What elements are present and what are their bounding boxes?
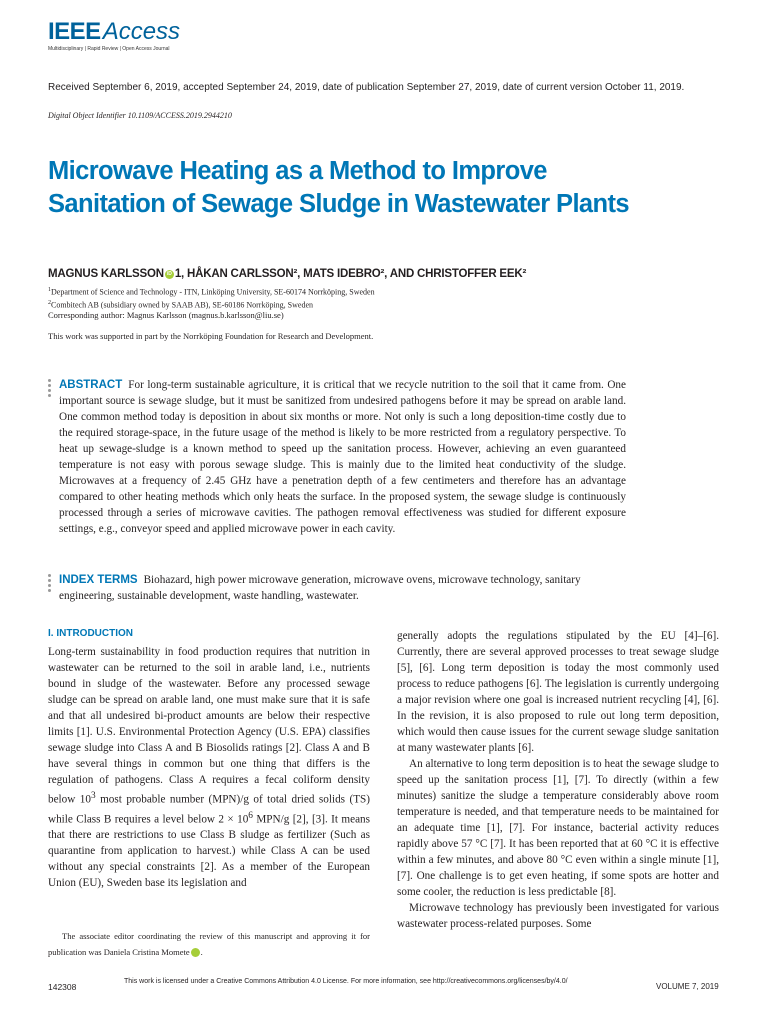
- corresponding-author: Corresponding author: Magnus Karlsson (magnus.b.karlsson@liu.se): [48, 310, 284, 320]
- journal-logo: [48, 20, 180, 52]
- abstract-heading: ABSTRACT: [59, 379, 123, 391]
- volume-label: VOLUME 7, 2019: [656, 982, 719, 991]
- author-list: [48, 268, 728, 280]
- orcid-icon[interactable]: iD: [191, 948, 200, 957]
- logo-access-text: Access: [102, 18, 181, 45]
- editor-footnote: The associate editor coordinating the review of this manuscript and approving it for publication was Daniela Cristina Momete iD.: [48, 931, 370, 957]
- page-number: 142308: [48, 982, 77, 992]
- orcid-icon[interactable]: iD: [165, 270, 174, 279]
- index-terms: [59, 572, 626, 604]
- paragraph: Long-term sustainability in food production requires that nutrition in wastewater can be returned to the soil in arable land, i.e., nutrients bound in sludge of the wastewater. Before any processed sewage sludge can be spread on arable land, one must make sure that it is safe and that all undesired bi-product amounts are below their respective limits [1]. U.S. Environmental Protection Agency (U.S. EPA) classifies sewage sludge into Class A and B Biosolids ratings [2]. Class A and B have several things in common but one thing that differs is the regulation of pathogens. Class A requires a fecal coliform density below $10^3$ most probable number (MPN)/g of total dried solids (TS) while Class B requires a level below $2 \times 10^6$ MPN/g [2], [3]. It means that there are restrictions to use Class B sludge as fertilizer (Such as quarantine from application to harvest.) while Class A can be used without any special constraints [2]. As a member of the European Union (EU), Sweden base its legislation and: [48, 646, 370, 890]
- author-sup: 1: [174, 268, 182, 280]
- logo-tagline: Multidisciplinary | Rapid Review | Open Access Journal: [48, 46, 170, 52]
- author-rest: , HÅKAN CARLSSON², MATS IDEBRO², AND CHRISTOFFER EEK²: [181, 268, 527, 280]
- paper-title: Microwave Heating as a Method to Improve Sanitation of Sewage Sludge in Wastewater Plants: [48, 157, 629, 218]
- author-name: MAGNUS KARLSSON: [48, 268, 164, 280]
- logo-ieee-text: IEEE: [48, 18, 101, 45]
- paragraph: generally adopts the regulations stipulated by the EU [4]–[6]. Currently, there are several approved processes to treat sewage sludge [5], [6]. Long term deposition is today the most commonly used process to reduce pathogens [6]. The legislation is currently undergoing a major revision where one goal is increased nutrient recycling [4], [6]. In the revision, it is also proposed to rule out long term deposition, which would then cause issues for the current sewage sludge sanitation at many wastewater plants [6].: [397, 630, 719, 754]
- received-dates: Received September 6, 2019, accepted September 24, 2019, date of publication September 27, 2019, date of current version October 11, 2019.: [48, 82, 685, 93]
- section-heading: I. INTRODUCTION: [48, 628, 133, 639]
- index-terms-heading: INDEX TERMS: [59, 574, 138, 586]
- abstract: [59, 377, 626, 537]
- affiliation-item: $^2$Combitech AB (subsidiary owned by SAAB AB), SE-60186 Norrköping, Sweden: [48, 299, 313, 310]
- abstract-text: For long-term sustainable agriculture, it is critical that we recycle nutrition to the soil that it came from. One important source is sewage sludge, but it must be sanitized from undesired pathogens before it may be spread on arable land. One common method today is deposition in about six months or more. Not only is such a long deposition-time costly due to the required storage-space, in the future usage of the method is likely to be more restricted from a regulatory perspective. To heat up sewage-sludge is a known method to speed up the sanitation process. However, achieving an even guaranteed temperature is not easy with porous sewage sludge. This is mainly due to the limited heat conductivity of the sludge. Microwaves at a frequency of 2.45 GHz have a penetration depth of a few centimeters and therefore has an advantage compared to other heating methods which only heats the surface. In the proposed system, the sewage sludge is continuously processed through a series of microwave cavities. The pathogen removal effectiveness was studied for different exposure settings, e.g., conveyor speed and applied microwave power in each cavity.: [59, 379, 626, 535]
- dots-icon: [48, 379, 51, 399]
- column-left: [48, 644, 370, 891]
- funding-statement: This work was supported in part by the Norrköping Foundation for Research and Development.: [48, 331, 374, 341]
- doi: Digital Object Identifier 10.1109/ACCESS.2019.2944210: [48, 111, 232, 120]
- paragraph: An alternative to long term deposition is to heat the sewage sludge to speed up the sanitation process [1], [7]. To directly (within a few minutes) sanitize the sludge a temperature considerably above room temperature is needed, and that temperature needs to be maintained for an adequate time [1], [7]. For instance, bacterial activity reduces rapidly above 57 °C [7]. It has been reported that at 60 °C it is effective within a few minutes, and above 80 °C even within a single minute [1], [7]. One challenge is to get even heating, if some spots are hotter and some cooler, the reduction is less predictable [8].: [397, 758, 719, 898]
- column-right: [397, 628, 719, 932]
- affiliation-item: $^1$Department of Science and Technology - ITN, Linköping University, SE-60174 Norrköping, Sweden: [48, 287, 375, 297]
- index-terms-text: Biohazard, high power microwave generation, microwave ovens, microwave technology, sanitary engineering, sustainable development, waste handling, wastewater.: [59, 574, 581, 602]
- dots-icon: [48, 574, 51, 594]
- affiliations: [48, 285, 728, 310]
- paragraph: Microwave technology has previously been investigated for various wastewater process-related purposes. Some: [397, 902, 719, 930]
- license-text[interactable]: This work is licensed under a Creative Commons Attribution 4.0 License. For more information, see http://creativecommons.org/licenses/by/4.0/: [124, 978, 568, 985]
